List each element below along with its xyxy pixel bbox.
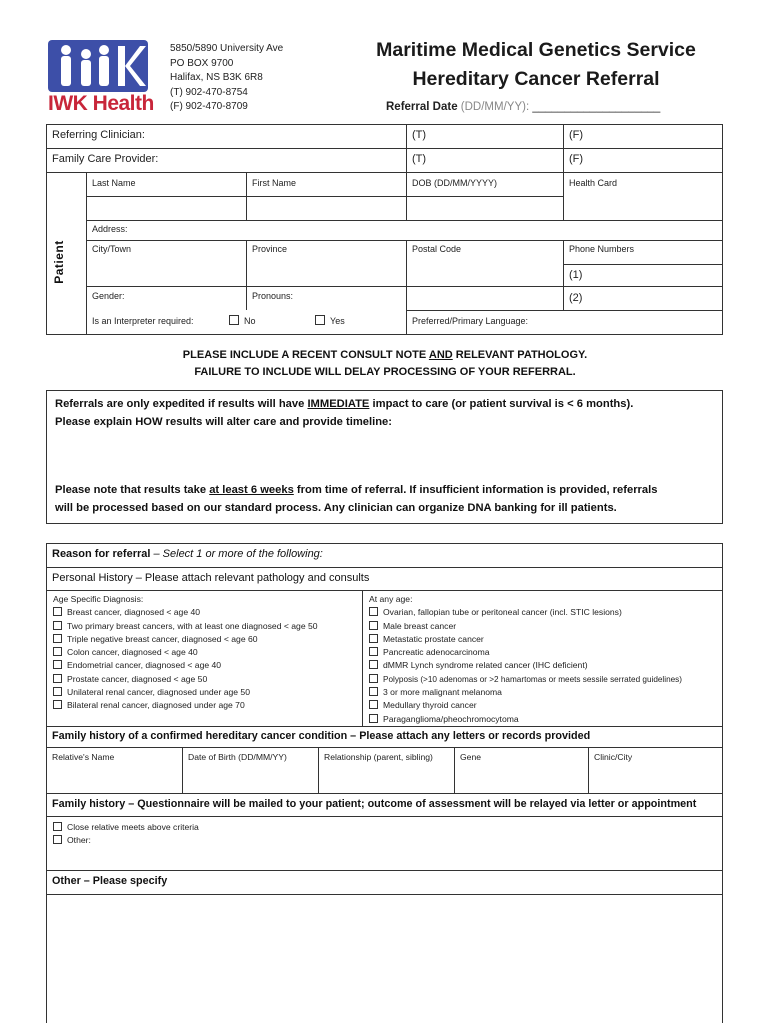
address-line: PO BOX 9700 [170, 57, 234, 69]
any-age-list [369, 593, 722, 726]
any-age-title: At any age: [369, 594, 413, 604]
option-label: Ovarian, fallopian tube or peritoneal cancer (incl. STIC lesions) [383, 607, 622, 618]
address-line: 5850/5890 University Ave [170, 43, 284, 54]
iwk-health-logo [44, 38, 154, 120]
fax-line: (F) 902-470-8709 [170, 101, 248, 112]
phone-line: (T) 902-470-8754 [170, 86, 248, 98]
age-specific-list [53, 593, 363, 713]
option-label: Paraganglioma/pheochromocytoma [383, 713, 519, 724]
interpreter-label: Is an Interpreter required: [92, 316, 194, 326]
option-label: Close relative meets above criteria [67, 822, 199, 832]
option-endometrial-40[interactable] [53, 659, 363, 672]
referral-date-field[interactable] [386, 101, 660, 113]
reason-header [52, 548, 323, 560]
checkbox-icon[interactable] [369, 621, 378, 630]
expedite-emphasis: IMMEDIATE [307, 398, 370, 410]
option-label: Triple negative breast cancer, diagnosed < age 60 [67, 633, 258, 644]
option-label: Two primary breast cancers, with at least one diagnosed < age 50 [67, 620, 318, 631]
referral-date-blank[interactable]: ____________________ [532, 101, 661, 113]
option-label: dMMR Lynch syndrome related cancer (IHC deficient) [383, 660, 588, 671]
notice-text: PLEASE INCLUDE A RECENT CONSULT NOTE [182, 349, 429, 361]
checkbox-icon[interactable] [53, 674, 62, 683]
checkbox-icon[interactable] [369, 607, 378, 616]
referral-date-label: Referral Date [386, 101, 458, 113]
notice-emphasis: AND [428, 349, 453, 361]
phone-numbers-label: Phone Numbers [569, 244, 635, 254]
expedite-instructions [55, 396, 720, 431]
option-label: 3 or more malignant melanoma [383, 687, 502, 698]
option-label: Other: [67, 835, 91, 846]
checkbox-icon[interactable] [369, 687, 378, 696]
provider-fax-label: (F) [569, 153, 584, 165]
option-label: Pancreatic adenocarcinoma [383, 647, 490, 658]
province-label: Province [252, 244, 288, 254]
interpreter-no-option[interactable] [229, 315, 256, 326]
expedite-text: Referrals are only expedited if results will have [55, 398, 308, 410]
expedite-explain-prompt: Please explain HOW results will alter care and provide timeline: [55, 415, 392, 428]
checkbox-icon[interactable] [53, 700, 62, 709]
checkbox-icon[interactable] [369, 647, 378, 656]
timeline-text: from time of referral. If insufficient information is provided, referrals [293, 484, 658, 496]
checkbox-icon[interactable] [229, 315, 239, 325]
option-polyposis[interactable] [369, 673, 722, 686]
col-clinic-city: Clinic/City [594, 752, 633, 762]
checkbox-icon[interactable] [53, 634, 62, 643]
logo-text: IWK Health [48, 92, 154, 115]
col-relative-name: Relative's Name [52, 752, 115, 762]
expedite-box[interactable] [46, 390, 723, 524]
checkbox-icon[interactable] [53, 607, 62, 616]
checkbox-icon[interactable] [53, 835, 62, 844]
family-questionnaire-header: Family history – Questionnaire will be mailed to your patient; outcome of assessment will be relayed via letter or appointment [52, 798, 697, 810]
checkbox-icon[interactable] [53, 687, 62, 696]
address-label: Address: [92, 224, 128, 234]
option-label: Polyposis (>10 adenomas or >2 hamartomas or meets sessile serrated guidelines) [383, 674, 682, 684]
no-label: No [244, 316, 256, 326]
gender-label: Gender: [92, 291, 125, 301]
option-label: Breast cancer, diagnosed < age 40 [67, 607, 201, 618]
reason-header-bold: Reason for referral [52, 548, 151, 560]
timeline-note [55, 482, 723, 517]
option-medullary-thyroid[interactable] [369, 699, 722, 712]
option-label: Medullary thyroid cancer [383, 700, 477, 711]
provider-phone-label: (T) [412, 153, 427, 165]
patient-section-label: Patient [52, 240, 66, 284]
family-care-provider-label: Family Care Provider: [52, 153, 159, 165]
checkbox-icon[interactable] [53, 647, 62, 656]
option-colon-40[interactable] [53, 646, 363, 659]
consult-note-notice [0, 347, 770, 381]
notice-line-2: FAILURE TO INCLUDE WILL DELAY PROCESSING OF YOUR REFERRAL. [194, 366, 576, 378]
age-specific-title: Age Specific Diagnosis: [53, 594, 144, 604]
questionnaire-options [53, 821, 199, 848]
personal-history-header: Personal History – Please attach relevant pathology and consults [52, 572, 370, 584]
col-gene: Gene [460, 752, 482, 762]
address-line: Halifax, NS B3K 6R8 [170, 72, 263, 83]
clinic-address [170, 42, 283, 115]
other-specify-header: Other – Please specify [52, 875, 168, 887]
preferred-language-label: Preferred/Primary Language: [412, 316, 529, 326]
option-label: Male breast cancer [383, 620, 457, 631]
checkbox-icon[interactable] [315, 315, 325, 325]
option-unilateral-renal-50[interactable] [53, 686, 363, 699]
option-label: Bilateral renal cancer, diagnosed under age 70 [67, 700, 245, 711]
notice-text: RELEVANT PATHOLOGY. [452, 349, 588, 361]
health-card-label: Health Card [569, 178, 618, 188]
option-triple-neg-60[interactable] [53, 633, 363, 646]
option-melanoma[interactable] [369, 686, 722, 699]
option-close-relative[interactable] [53, 821, 199, 834]
option-label: Unilateral renal cancer, diagnosed under age 50 [67, 687, 250, 698]
title-line-1: Maritime Medical Genetics Service [376, 39, 696, 61]
checkbox-icon[interactable] [369, 714, 378, 723]
checkbox-icon[interactable] [53, 660, 62, 669]
option-label: Prostate cancer, diagnosed < age 50 [67, 673, 208, 684]
checkbox-icon[interactable] [369, 674, 378, 683]
option-breast-40[interactable] [53, 606, 363, 619]
option-pancreatic[interactable] [369, 646, 722, 659]
option-label: Colon cancer, diagnosed < age 40 [67, 647, 198, 658]
timeline-emphasis: at least 6 weeks [209, 484, 294, 496]
checkbox-icon[interactable] [53, 822, 62, 831]
pronouns-label: Pronouns: [252, 291, 294, 301]
checkbox-icon[interactable] [369, 660, 378, 669]
option-metastatic-prostate[interactable] [369, 633, 722, 646]
timeline-text-2: will be processed based on our standard process. Any clinician can organize DNA banking for ill patients. [55, 501, 617, 514]
col-relationship: Relationship (parent, sibling) [324, 752, 433, 762]
dob-label: DOB (DD/MM/YYYY) [412, 178, 498, 188]
clinician-fax-label: (F) [569, 129, 584, 141]
option-prostate-50[interactable] [53, 673, 363, 686]
referring-clinician-label: Referring Clinician: [52, 129, 145, 141]
reason-header-italic: – Select 1 or more of the following: [150, 548, 323, 560]
clinician-phone-label: (T) [412, 129, 427, 141]
other-specify-field[interactable] [48, 896, 721, 1022]
referral-date-placeholder: (DD/MM/YY): [460, 101, 530, 113]
option-ovarian[interactable] [369, 606, 722, 619]
postal-code-label: Postal Code [412, 244, 462, 254]
checkbox-icon[interactable] [369, 700, 378, 709]
title-line-2: Hereditary Cancer Referral [412, 68, 660, 90]
timeline-text: Please note that results take [55, 484, 210, 496]
option-other[interactable] [53, 834, 199, 847]
option-label: Metastatic prostate cancer [383, 633, 484, 644]
option-bilateral-renal-70[interactable] [53, 699, 363, 712]
expedite-text: impact to care (or patient survival is < 6 months). [369, 398, 634, 410]
form-title [360, 36, 712, 94]
yes-label: Yes [330, 316, 345, 326]
family-confirmed-header: Family history of a confirmed hereditary cancer condition – Please attach any letters or records provided [52, 730, 591, 742]
option-label: Endometrial cancer, diagnosed < age 40 [67, 660, 222, 671]
interpreter-yes-option[interactable] [315, 315, 345, 326]
option-male-breast[interactable] [369, 620, 722, 633]
checkbox-icon[interactable] [369, 634, 378, 643]
city-label: City/Town [92, 244, 132, 254]
phone-1-label: (1) [569, 269, 583, 281]
first-name-label: First Name [252, 178, 297, 188]
option-paraganglioma[interactable] [369, 713, 722, 726]
col-dob: Date of Birth (DD/MM/YY) [188, 752, 287, 762]
option-two-breast-50[interactable] [53, 620, 363, 633]
phone-2-label: (2) [569, 292, 583, 304]
checkbox-icon[interactable] [53, 621, 62, 630]
last-name-label: Last Name [92, 178, 136, 188]
option-dmmr-lynch[interactable] [369, 659, 722, 672]
